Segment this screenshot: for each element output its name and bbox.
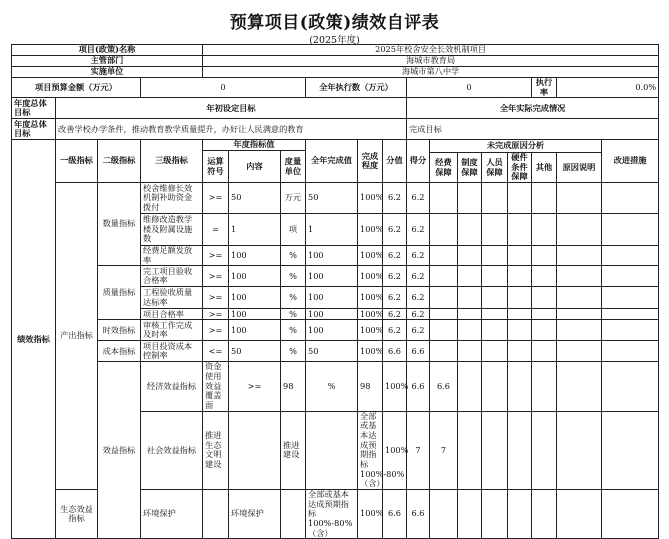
indicator-got: 6.6	[407, 490, 430, 539]
indicator-op: >=	[203, 320, 229, 341]
indicator-name: 项目投资成本控制率	[141, 341, 203, 362]
col-reason-group: 未完成原因分析	[430, 140, 602, 153]
indicator-done: 100	[306, 266, 358, 287]
budget-label: 项目预算金额（万元）	[12, 78, 141, 98]
indicator-done: 98	[358, 362, 383, 411]
indicator-got: 6.2	[407, 214, 430, 246]
indicator-done: 全部或基本达成预期指标100%-80%（含）	[358, 411, 383, 489]
indicator-content: 100	[229, 320, 281, 341]
empty-cell	[557, 320, 602, 341]
indicator-done: 1	[306, 214, 358, 246]
indicator-name: 推进生态文明建设	[203, 411, 229, 489]
indicator-unit: %	[281, 246, 306, 266]
group-qual: 质量指标	[98, 266, 141, 320]
indicator-name: 环境保护	[141, 490, 203, 539]
indicator-op: >=	[203, 246, 229, 266]
table-row	[12, 266, 659, 287]
empty-cell	[602, 309, 659, 320]
indicator-degree: 100%	[358, 309, 383, 320]
empty-cell	[508, 266, 532, 287]
header-row-budget	[12, 78, 659, 98]
empty-cell	[532, 214, 557, 246]
empty-cell	[508, 320, 532, 341]
empty-cell	[508, 362, 532, 411]
indicator-name: 审核工作完成及时率	[141, 320, 203, 341]
empty-cell	[458, 309, 482, 320]
indicator-op: =	[203, 214, 229, 246]
empty-cell	[557, 246, 602, 266]
indicator-score: 7	[407, 411, 430, 489]
indicator-degree: 100%	[383, 411, 407, 489]
empty-cell	[508, 246, 532, 266]
col-score: 分值	[383, 140, 407, 183]
empty-cell	[482, 341, 508, 362]
indicator-score: 6.2	[383, 309, 407, 320]
indicator-score: 6.2	[383, 287, 407, 309]
indicator-done: 50	[306, 341, 358, 362]
indicator-content: 100	[229, 287, 281, 309]
indicator-op: >=	[203, 309, 229, 320]
indicator-score: 6.2	[383, 183, 407, 214]
empty-cell	[602, 411, 659, 489]
empty-cell	[532, 411, 557, 489]
col-degree: 完成程度	[358, 140, 383, 183]
indicator-name: 工程验收质量达标率	[141, 287, 203, 309]
indicator-degree: 100%	[383, 362, 407, 411]
indicator-degree: 100%	[358, 266, 383, 287]
col-r3: 人员保障	[482, 153, 508, 183]
empty-cell	[557, 341, 602, 362]
empty-cell	[602, 266, 659, 287]
empty-cell	[508, 490, 532, 539]
indicator-op: >=	[203, 287, 229, 309]
col-r5: 其他	[532, 153, 557, 183]
empty-cell	[430, 214, 458, 246]
empty-cell	[602, 214, 659, 246]
indicator-got: 6.2	[407, 287, 430, 309]
empty-cell	[602, 341, 659, 362]
col-got: 得分	[407, 140, 430, 183]
empty-cell	[602, 320, 659, 341]
indicator-got: 6.2	[407, 183, 430, 214]
goals-actual-text: 完成目标	[407, 119, 659, 140]
indicator-name: 完工项目验收合格率	[141, 266, 203, 287]
indicator-score: 6.2	[383, 246, 407, 266]
table-row	[12, 320, 659, 341]
empty-cell	[430, 266, 458, 287]
table-row	[12, 183, 659, 214]
indicator-degree: 100%	[358, 341, 383, 362]
indicator-unit: %	[281, 341, 306, 362]
page-subtitle: (2025年度)	[309, 35, 360, 46]
indicator-got: 6.2	[407, 320, 430, 341]
col-lvl2: 二级指标	[98, 140, 141, 183]
col-fix: 改进措施	[602, 140, 659, 183]
empty-cell	[532, 341, 557, 362]
indicator-degree: 100%	[358, 490, 383, 539]
goals-content-row	[12, 119, 659, 140]
unit-value: 海城市第八中学	[203, 67, 659, 78]
empty-cell	[532, 246, 557, 266]
empty-cell	[532, 266, 557, 287]
empty-cell	[458, 266, 482, 287]
empty-cell	[532, 183, 557, 214]
empty-cell	[557, 490, 602, 539]
goals-initial-text: 改善学校办学条件，推动教育教学质量提升，办好让人民满意的教育	[56, 119, 407, 140]
empty-cell	[557, 183, 602, 214]
indicator-score: 6.2	[383, 320, 407, 341]
project-name-label: 项目(政策)名称	[12, 45, 203, 56]
empty-cell	[508, 309, 532, 320]
rate-label: 执行率	[532, 78, 557, 98]
empty-cell	[430, 320, 458, 341]
indicator-got: 6.6	[430, 362, 458, 411]
indicator-done: 100	[306, 309, 358, 320]
empty-cell	[557, 287, 602, 309]
indicator-score: 6.6	[383, 490, 407, 539]
goals-actual-header: 全年实际完成情况	[407, 98, 659, 119]
indicator-got: 6.2	[407, 309, 430, 320]
col-lvl3: 三级指标	[141, 140, 203, 183]
goals-initial-header: 年初设定目标	[56, 98, 407, 119]
indicator-done: 100	[306, 287, 358, 309]
empty-cell	[458, 320, 482, 341]
indicator-content: 环境保护	[229, 490, 281, 539]
indicator-op: >=	[203, 183, 229, 214]
indicator-degree: 100%	[358, 246, 383, 266]
indicator-unit	[281, 490, 306, 539]
indicator-done: 100	[306, 320, 358, 341]
empty-cell	[557, 266, 602, 287]
empty-cell	[458, 183, 482, 214]
budget-value: 0	[141, 78, 306, 98]
indicator-content: 50	[229, 341, 281, 362]
group-qty: 数量指标	[98, 183, 141, 266]
group-time: 时效指标	[98, 320, 141, 341]
empty-cell	[602, 183, 659, 214]
empty-cell	[557, 362, 602, 411]
indicator-score: 6.6	[407, 362, 430, 411]
indicator-degree: 100%	[358, 287, 383, 309]
indicator-score: 6.2	[383, 266, 407, 287]
empty-cell	[482, 266, 508, 287]
indicator-got: 6.6	[407, 341, 430, 362]
empty-cell	[482, 214, 508, 246]
empty-cell	[482, 246, 508, 266]
group-social: 社会效益指标	[141, 411, 203, 489]
indicator-content: 98	[281, 362, 306, 411]
indicator-content: 1	[229, 214, 281, 246]
indicator-done: 100	[306, 246, 358, 266]
empty-cell	[482, 411, 508, 489]
empty-cell	[482, 309, 508, 320]
empty-cell	[430, 287, 458, 309]
col-content: 内容	[229, 151, 281, 183]
empty-cell	[602, 490, 659, 539]
empty-cell	[532, 362, 557, 411]
indicator-name: 资金使用效益覆盖面	[203, 362, 229, 411]
indicator-unit: %	[281, 287, 306, 309]
indicator-done: 50	[306, 183, 358, 214]
empty-cell	[602, 362, 659, 411]
empty-cell	[458, 341, 482, 362]
empty-cell	[557, 411, 602, 489]
empty-cell	[458, 214, 482, 246]
indicator-op	[203, 490, 229, 539]
empty-cell	[508, 183, 532, 214]
indicator-unit: %	[306, 362, 358, 411]
indicator-degree: 100%	[358, 183, 383, 214]
empty-cell	[430, 246, 458, 266]
group-benefit: 效益指标	[98, 362, 141, 539]
indicator-content: 推进建设	[281, 411, 306, 489]
goals-header-row	[12, 98, 659, 119]
col-unit: 度量单位	[281, 151, 306, 183]
indicator-op: >=	[203, 266, 229, 287]
empty-cell	[508, 411, 532, 489]
indicator-score: 6.6	[383, 341, 407, 362]
empty-cell	[458, 362, 482, 411]
indicator-content: 100	[229, 266, 281, 287]
table-row	[12, 341, 659, 362]
rate-value: 0.0%	[557, 78, 659, 98]
indicator-name: 经费足额发放率	[141, 246, 203, 266]
indicator-got: 6.2	[407, 266, 430, 287]
empty-cell	[458, 287, 482, 309]
page-title: 预算项目(政策)绩效自评表	[229, 13, 440, 33]
empty-cell	[430, 341, 458, 362]
col-done: 全年完成值	[306, 140, 358, 183]
empty-cell	[508, 287, 532, 309]
empty-cell	[532, 287, 557, 309]
goals-label: 年度总体目标	[12, 98, 56, 119]
indicator-got: 7	[430, 411, 458, 489]
col-target-group: 年度指标值	[203, 140, 306, 151]
col-r4: 硬件条件保障	[508, 153, 532, 183]
indicator-name: 项目合格率	[141, 309, 203, 320]
indicator-degree: 100%	[358, 214, 383, 246]
empty-cell	[430, 490, 458, 539]
perf-indicator-label: 绩效指标	[12, 140, 56, 539]
indicator-op: <=	[203, 341, 229, 362]
indicator-done: 全部或基本达成预期指标100%-80%（含）	[306, 490, 358, 539]
dept-label: 主管部门	[12, 56, 203, 67]
indicator-content: 100	[229, 309, 281, 320]
empty-cell	[532, 490, 557, 539]
table-row	[12, 362, 659, 411]
indicator-got: 6.2	[407, 246, 430, 266]
indicator-unit: %	[281, 309, 306, 320]
empty-cell	[482, 320, 508, 341]
empty-cell	[482, 287, 508, 309]
empty-cell	[458, 490, 482, 539]
indicator-name: 维修改造教学楼及附属设施数	[141, 214, 203, 246]
empty-cell	[458, 411, 482, 489]
empty-cell	[602, 287, 659, 309]
empty-cell	[458, 246, 482, 266]
header-row-dept	[12, 56, 659, 67]
indicator-degree: 100%	[358, 320, 383, 341]
indicator-unit: %	[281, 266, 306, 287]
empty-cell	[430, 309, 458, 320]
empty-cell	[482, 183, 508, 214]
indicator-unit: 万元	[281, 183, 306, 214]
project-name-value: 2025年校舍安全长效机制项目	[203, 45, 659, 56]
indicator-content: 100	[229, 246, 281, 266]
indicator-unit: 项	[281, 214, 306, 246]
col-r1: 经费保障	[430, 153, 458, 183]
empty-cell	[430, 183, 458, 214]
empty-cell	[508, 214, 532, 246]
empty-cell	[557, 309, 602, 320]
indicator-score: 6.2	[383, 214, 407, 246]
empty-cell	[508, 341, 532, 362]
empty-cell	[482, 362, 508, 411]
columns-header-row-1	[12, 140, 659, 151]
dept-value: 海城市教育局	[203, 56, 659, 67]
group-cost: 成本指标	[98, 341, 141, 362]
indicator-op: >=	[229, 362, 281, 411]
col-op: 运算符号	[203, 151, 229, 183]
group-output: 产出指标	[56, 183, 98, 490]
empty-cell	[532, 309, 557, 320]
self-evaluation-table	[11, 44, 659, 539]
exec-value: 0	[407, 78, 532, 98]
group-eco: 生态效益指标	[56, 490, 98, 539]
indicator-name: 校舍维修长效机制补助资金拨付	[141, 183, 203, 214]
header-row-project	[12, 45, 659, 56]
empty-cell	[482, 490, 508, 539]
col-r2: 制度保障	[458, 153, 482, 183]
col-lvl1: 一级指标	[56, 140, 98, 183]
unit-label: 实施单位	[12, 67, 203, 78]
indicator-content: 50	[229, 183, 281, 214]
exec-label: 全年执行数（万元）	[306, 78, 407, 98]
empty-cell	[532, 320, 557, 341]
goals-label-2: 年度总体目标	[12, 119, 56, 140]
indicator-unit	[306, 411, 358, 489]
empty-cell	[602, 246, 659, 266]
header-row-unit	[12, 67, 659, 78]
col-r6: 原因说明	[557, 153, 602, 183]
indicator-unit: %	[281, 320, 306, 341]
indicator-op	[229, 411, 281, 489]
group-econ: 经济效益指标	[141, 362, 203, 411]
empty-cell	[557, 214, 602, 246]
